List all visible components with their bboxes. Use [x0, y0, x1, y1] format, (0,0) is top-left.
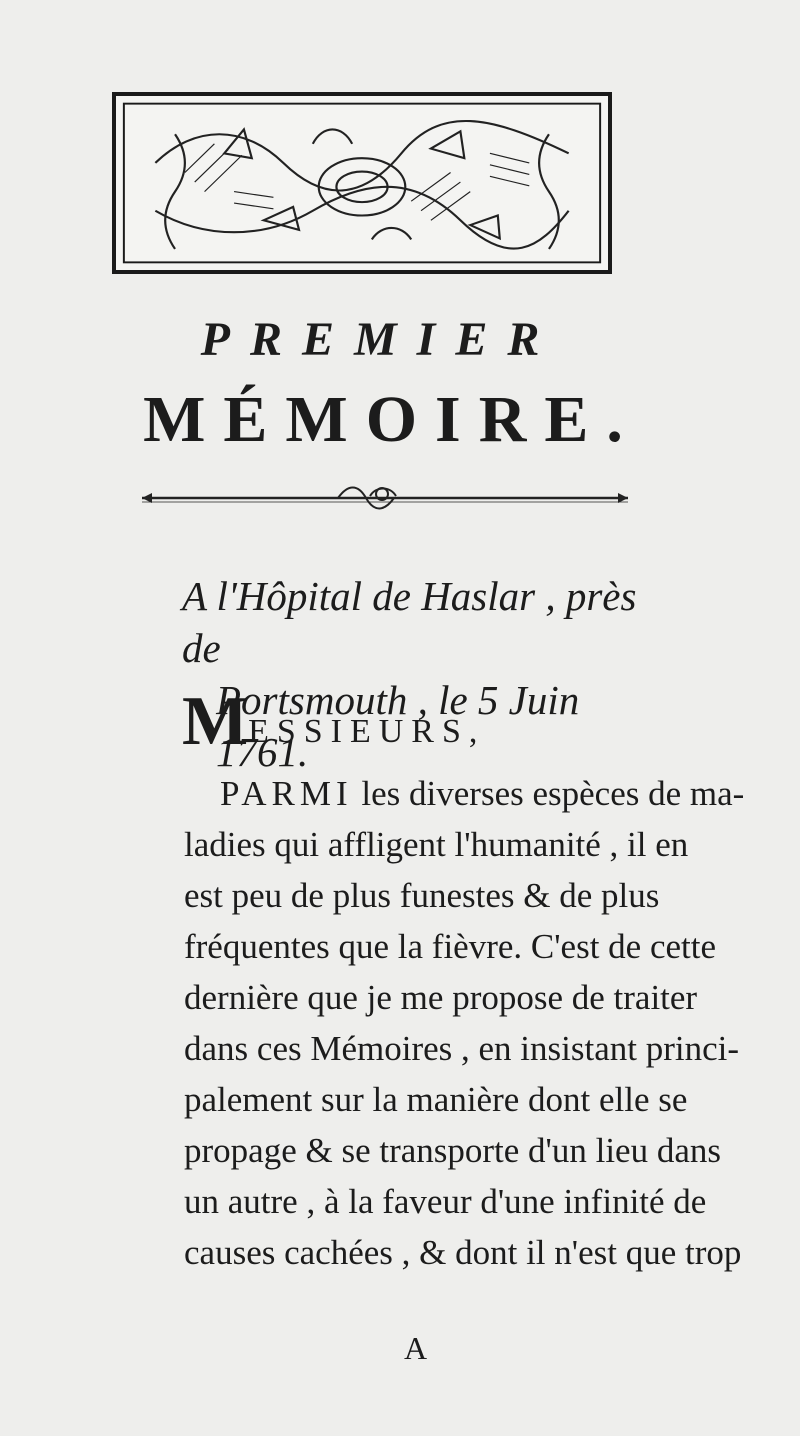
text-line: ladies qui affligent l'humanité , il en — [184, 825, 689, 864]
text-line: dernière que je me propose de traiter — [184, 978, 698, 1017]
salutation — [182, 683, 486, 764]
catchword: A — [404, 1330, 428, 1366]
title-memoire: MÉMOIRE. — [143, 383, 641, 456]
opening-word: PARMI — [220, 774, 353, 813]
title-premier: PREMIER — [200, 313, 560, 366]
text-line: causes cachées , & dont il n'est que trop — [184, 1233, 742, 1272]
text-line: fréquentes que la fièvre. C'est de cette — [184, 927, 717, 966]
text-line: un autre , à la faveur d'une infinité de — [184, 1182, 707, 1221]
salutation-rest: ESSIEURS, — [248, 713, 486, 750]
ornamental-rule-icon — [138, 480, 632, 516]
floral-ornament-icon — [116, 96, 608, 270]
text-line: propage & se transporte d'un lieu dans — [184, 1131, 721, 1170]
body-text — [184, 768, 745, 1278]
dateline-line-1: A l'Hôpital de Haslar , près de — [182, 573, 637, 671]
text-line: PARMI les diverses espèces de ma- — [184, 768, 654, 819]
drop-capital: M — [182, 683, 249, 760]
dateline-line-2: Portsmouth , le 5 Juin 1761. — [216, 677, 580, 775]
text-line: palement sur la manière dont elle se — [184, 1080, 688, 1119]
text-line: dans ces Mémoires , en insistant princi- — [184, 1029, 740, 1068]
ornamental-headpiece — [112, 92, 612, 274]
text-line: est peu de plus funestes & de plus — [184, 876, 660, 915]
